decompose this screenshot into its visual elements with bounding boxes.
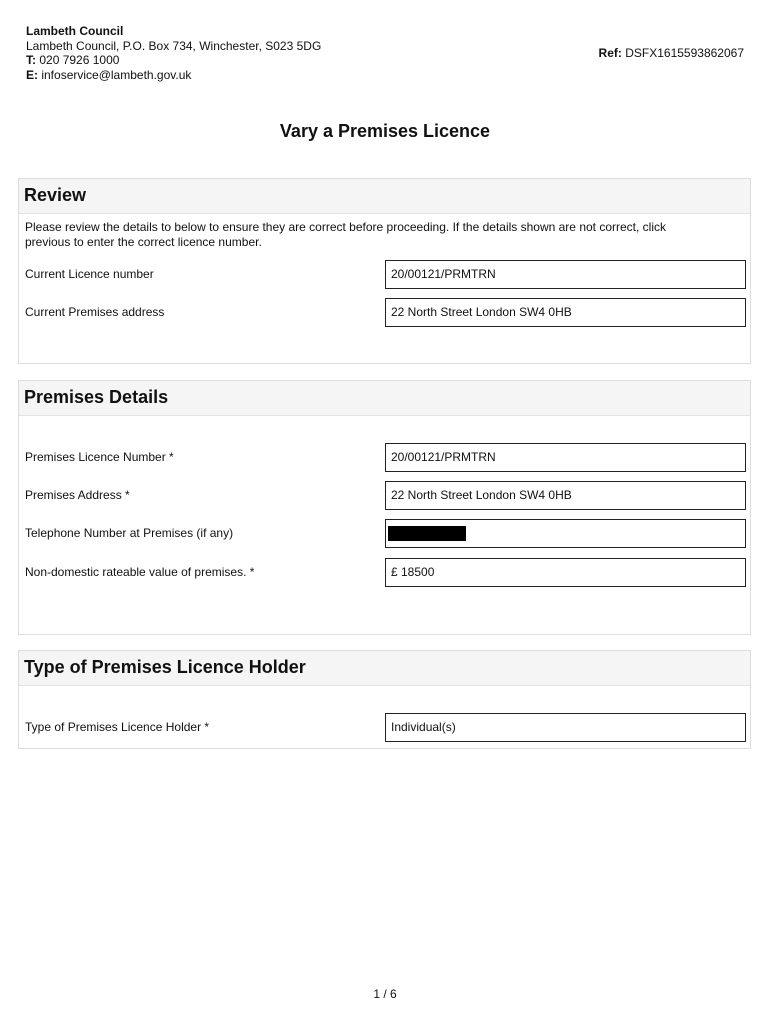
council-contact-block [26, 24, 321, 82]
rateable-value-label: Non-domestic rateable value of premises. * [25, 565, 255, 579]
current-address-label: Current Premises address [25, 305, 165, 319]
council-phone-line [26, 53, 321, 68]
document-title: Vary a Premises Licence [279, 121, 491, 141]
current-licence-label: Current Licence number [25, 267, 154, 281]
review-intro-line2: previous to enter the correct licence number. [25, 235, 262, 249]
council-email: infoservice@lambeth.gov.uk [41, 67, 192, 82]
premises-phone-field [385, 519, 746, 548]
holder-type-label: Type of Premises Licence Holder * [25, 720, 210, 734]
redaction-box [388, 526, 466, 541]
email-label: E: [26, 67, 38, 82]
premises-licence-label: Premises Licence Number * [25, 450, 174, 464]
premises-heading: Premises Details [19, 381, 750, 416]
reference-number [599, 46, 744, 60]
council-phone: 020 7926 1000 [39, 53, 120, 67]
council-email-line [26, 68, 321, 83]
current-licence-field: 20/00121/PRMTRN [385, 260, 746, 289]
premises-phone-label: Telephone Number at Premises (if any) [25, 526, 234, 540]
review-intro-line1: Please review the details to below to ensure they are correct before proceeding. If the details shown are not correct, click [25, 220, 667, 234]
holder-heading: Type of Premises Licence Holder [19, 651, 750, 686]
review-heading: Review [19, 179, 750, 214]
review-intro [25, 220, 725, 250]
premises-details-section [18, 380, 751, 635]
premises-address-field: 22 North Street London SW4 0HB [385, 481, 746, 510]
review-section [18, 178, 751, 364]
premises-address-label: Premises Address * [25, 488, 130, 502]
page-number: 1 / 6 [373, 987, 397, 1001]
holder-type-field: Individual(s) [385, 713, 746, 742]
phone-label: T: [26, 53, 36, 67]
ref-value: DSFX1615593862067 [625, 46, 744, 60]
council-name: Lambeth Council [26, 24, 124, 38]
premises-licence-field: 20/00121/PRMTRN [385, 443, 746, 472]
current-address-field: 22 North Street London SW4 0HB [385, 298, 746, 327]
ref-label: Ref: [598, 46, 622, 60]
rateable-value-field: £ 18500 [385, 558, 746, 587]
licence-holder-section [18, 650, 751, 749]
council-address: Lambeth Council, P.O. Box 734, Winchester, S023 5DG [26, 38, 322, 53]
